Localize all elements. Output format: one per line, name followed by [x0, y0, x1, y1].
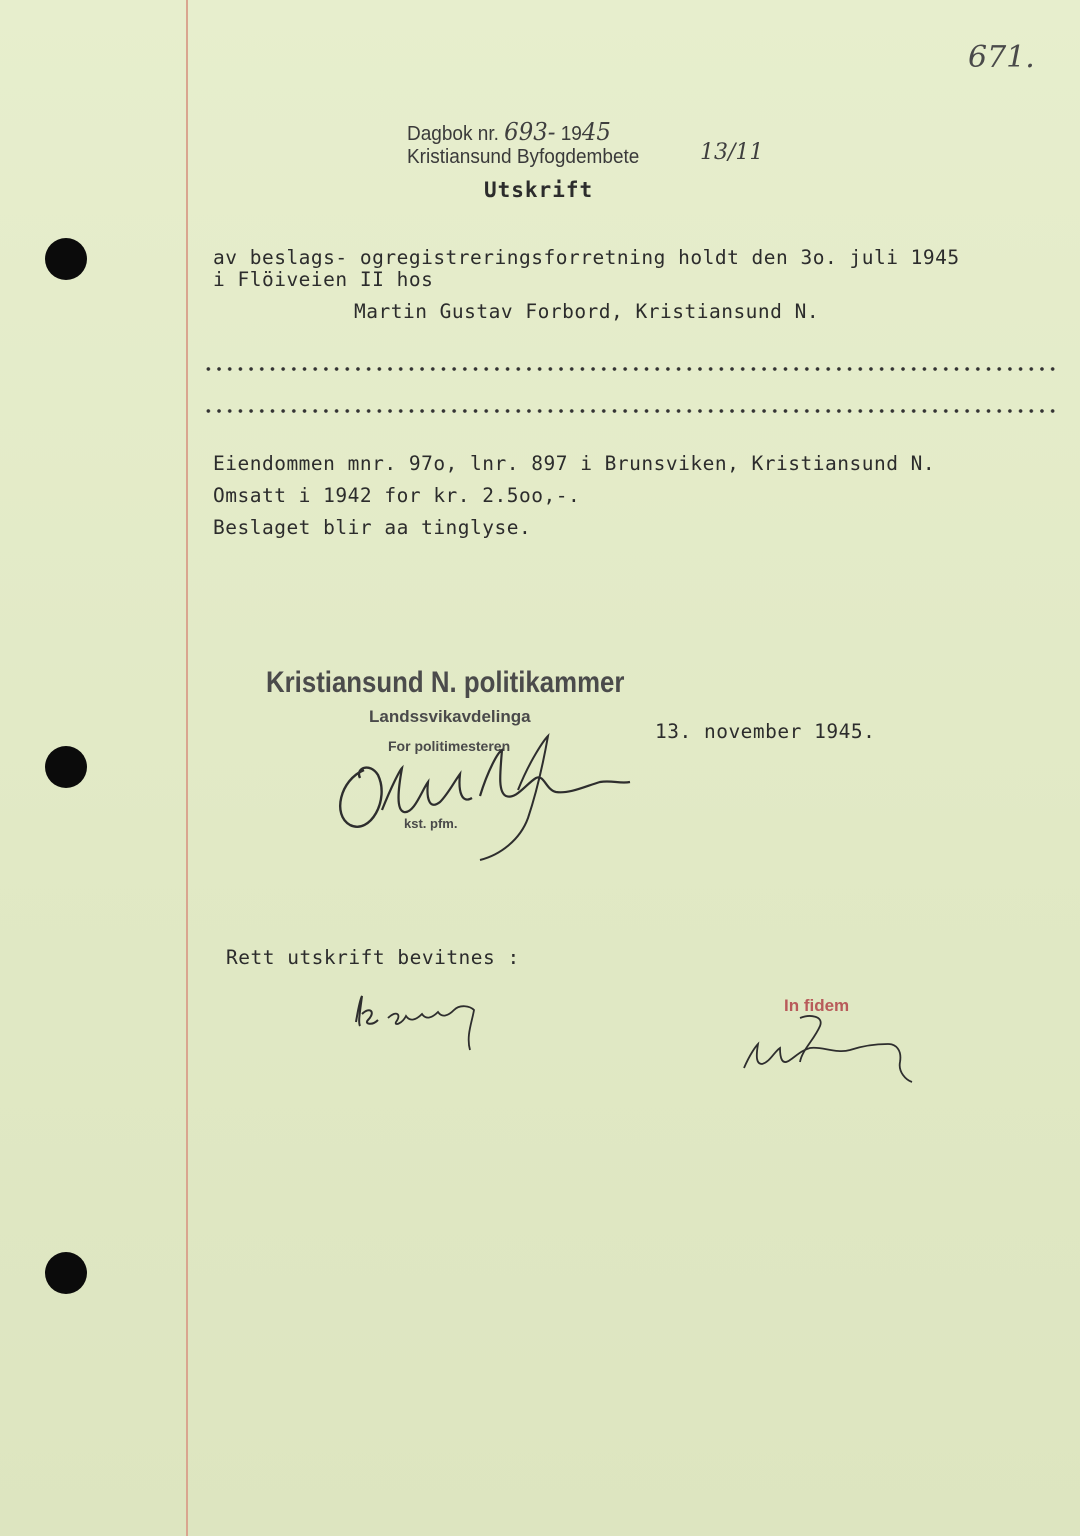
department-stamp: Landssvikavdelinga	[369, 707, 531, 726]
dotted-separator	[203, 367, 1055, 371]
document-title: Utskrift	[484, 178, 594, 202]
margin-rule	[186, 0, 188, 1536]
year-suffix: 45	[581, 118, 611, 146]
for-line-stamp: For politimesteren	[388, 738, 511, 754]
document-date: 13. november 1945.	[655, 720, 876, 743]
dotted-separator	[203, 409, 1055, 413]
binder-hole-icon	[45, 1252, 87, 1294]
office-name: Kristiansund Byfogdembete	[407, 146, 640, 168]
in-fidem-stamp: In fidem	[784, 996, 850, 1015]
binder-hole-icon	[45, 238, 87, 280]
office-line	[407, 146, 639, 169]
intro-line-1: av beslags- ogregistreringsforretning holdt den 3o. juli 1945	[213, 246, 960, 269]
clerk-signature-icon	[740, 1010, 920, 1090]
dagbok-line	[407, 118, 611, 146]
page-number: 671.	[968, 40, 1035, 75]
body-line-1: Eiendommen mnr. 97o, lnr. 897 i Brunsviken, Kristiansund N.	[213, 452, 936, 475]
authority-stamp: Kristiansund N. politikammer	[266, 666, 625, 699]
dagbok-number: 693-	[504, 118, 556, 146]
title-stamp: kst. pfm.	[404, 816, 458, 831]
year-prefix: 19	[560, 123, 582, 145]
body-line-3: Beslaget blir aa tinglyse.	[213, 516, 532, 539]
party-name: Martin Gustav Forbord, Kristiansund N.	[354, 300, 820, 323]
signature-icon	[330, 730, 650, 870]
dagbok-label: Dagbok nr.	[407, 123, 499, 145]
binder-hole-icon	[45, 746, 87, 788]
certification-text: Rett utskrift bevitnes :	[226, 946, 520, 969]
body-line-2: Omsatt i 1942 for kr. 2.5oo,-.	[213, 484, 581, 507]
date-note: 13/11	[700, 140, 764, 165]
witness-signature-icon	[350, 992, 490, 1056]
intro-line-2: i Flöiveien II hos	[213, 268, 434, 291]
